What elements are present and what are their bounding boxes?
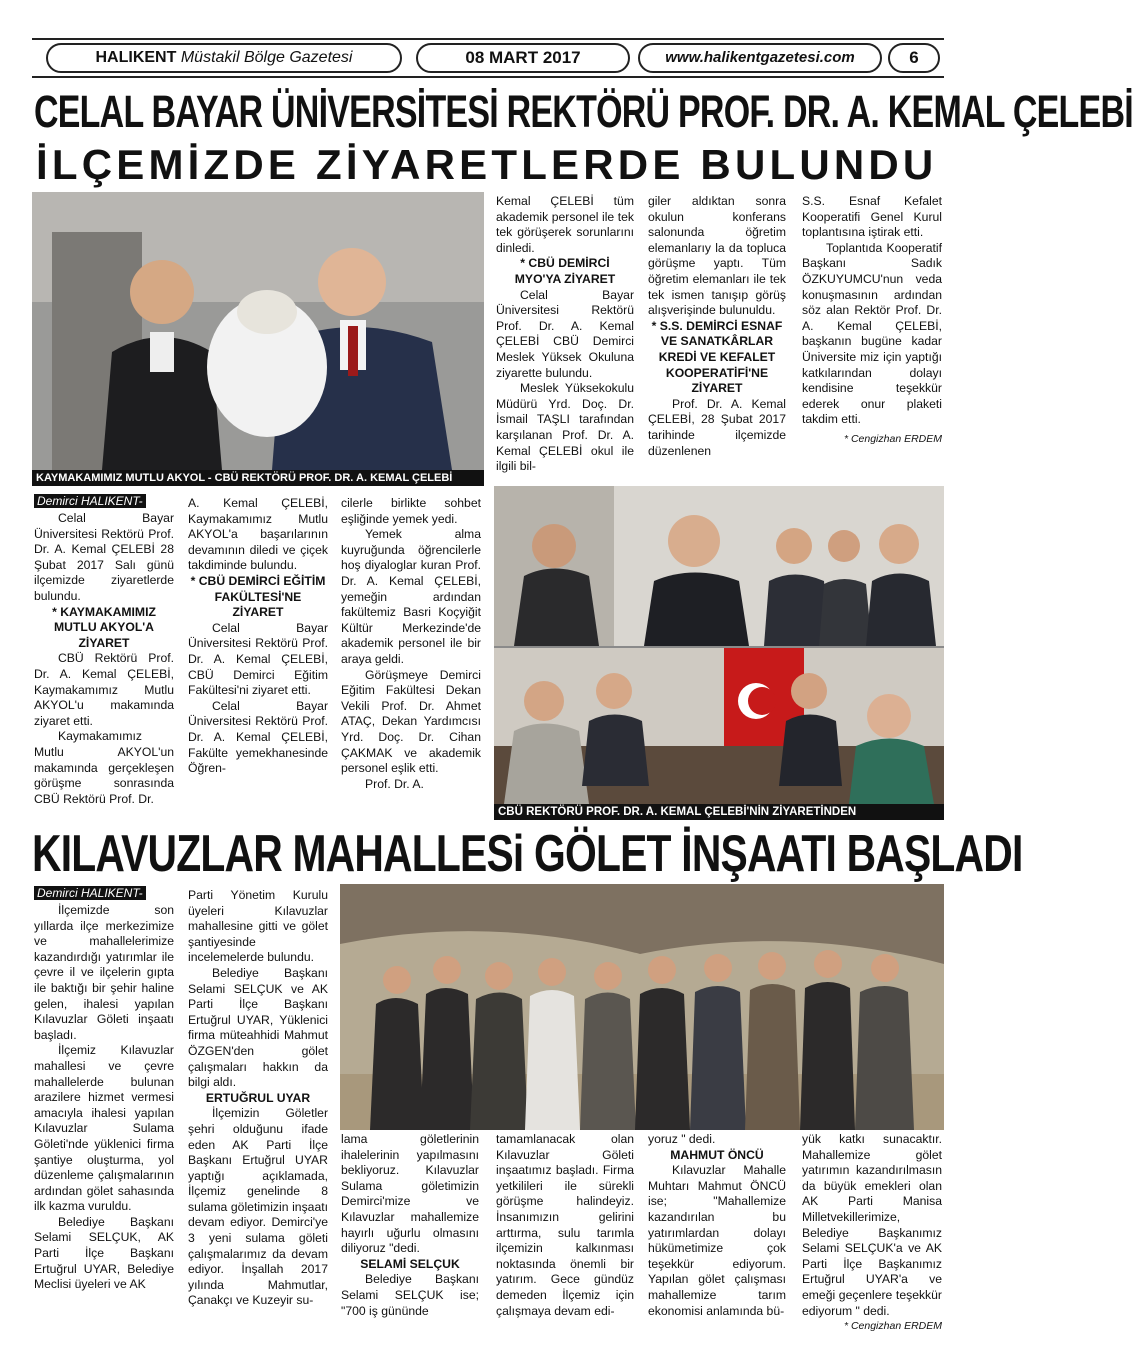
paragraph: tamamlanacak olan Kılavuzlar Göleti inşaatımız başladı. Firma yetkilileri ile sürekli görüşme halindeyiz. İnsanımızın gelirini arttırma, sulu tarımla ilçemizin kalkınması noktasında önemli bir yatırım. Gece gündüz demeden İlçemiz için çalışmaya devam edi- bbox=[496, 1132, 634, 1318]
article2-headline: KILAVUZLAR MAHALLESi GÖLET İNŞAATI BAŞLADI bbox=[32, 825, 1023, 883]
photo2-caption: CBÜ REKTÖRÜ PROF. DR. A. KEMAL ÇELEBİ'NİN ZİYARETİNDEN bbox=[494, 804, 944, 820]
article1-kicker: Demirci HALIKENT- bbox=[34, 494, 146, 508]
paragraph: Kılavuzlar Mahalle Muhtarı Mahmut ÖNCÜ ise; "Mahallemize kazandırılan bu yatırımlardan dolayı hükümetimize çok teşekkür ediyorum. Yapılan gölet çalışması mahallemize tarım ekonomisi anlamında bü- bbox=[648, 1163, 786, 1318]
article1-column-5 bbox=[648, 194, 786, 484]
paragraph: Parti Yönetim Kurulu üyeleri Kılavuzlar mahallesine gitti ve gölet şantiyesinde incelemelerde bulundu. bbox=[188, 888, 328, 965]
article1-column-3 bbox=[341, 496, 481, 826]
article1-column-2 bbox=[188, 496, 328, 826]
subheading: * CBÜ DEMİRCİ MYO'YA ZİYARET bbox=[514, 256, 616, 286]
article1-column-1 bbox=[34, 494, 174, 824]
author-signature: * Cengizhan ERDEM bbox=[843, 1320, 942, 1333]
paragraph: cilerle birlikte sohbet eşliğinde yemek yedi. bbox=[341, 496, 481, 526]
paragraph: Celal Bayar Üniversitesi Rektörü Prof. Dr. A. Kemal ÇELEBİ, Fakülte yemekhanesinde Öğren- bbox=[188, 698, 328, 776]
subheading: * S.S. DEMİRCİ ESNAF VE SANATKÂRLAR KREDİ VE KEFALET KOOPERATİFİ'NE ZİYARET bbox=[651, 318, 783, 396]
paragraph: İlçemizde son yıllarda ilçe merkezimize ve mahallelerimize kazandırdığı yatırımlar ile çevre il ve ilçelerin gıpta ile baktığı bir şehir haline gelen, ihalesi yapılan Kılavuzlar Göleti inşaatı başladı. bbox=[34, 903, 174, 1042]
author-signature: * Cengizhan ERDEM bbox=[843, 432, 942, 445]
article2-column-6 bbox=[802, 1132, 942, 1338]
paragraph: yük katkı sunacaktır. Mahallemize gölet yatırımın kazandırılmasın da büyük emekleri olan AK Parti Manisa Milletvekillerimize, Belediye Başkanımız Selami SELÇUK'a ve AK Parti İlçe Başkanımız Ertuğrul UYAR'a ve emeği geçenlere teşekkür ediyorum " dedi. bbox=[802, 1132, 942, 1318]
article1-column-4 bbox=[496, 194, 634, 484]
paragraph: CBÜ Rektörü Prof. Dr. A. Kemal ÇELEBİ, Kaymakamımız Mutlu AKYOL'u makamında ziyaret etti. bbox=[34, 651, 174, 728]
photo-golet-site bbox=[340, 884, 944, 1130]
photo-image bbox=[494, 486, 944, 804]
paragraph: A. Kemal ÇELEBİ, Kaymakamımız Mutlu AKYOL'a başarılarının devamının diledi ve çiçek takdiminde bulundu. bbox=[188, 496, 328, 573]
paragraph: lama göletlerinin ihalelerinin yapılmasını bekliyoruz. Kılavuzlar Sulama göletimizin Demirci'mize ve Kılavuzlar mahallemize hayırlı uğurlu olmasını diliyoruz "dedi. bbox=[341, 1132, 479, 1256]
subheading: SELAMİ SELÇUK bbox=[360, 1256, 460, 1271]
issue-date: 08 MART 2017 bbox=[416, 43, 630, 73]
paragraph: Meslek Yüksekokulu Müdürü Yrd. Doç. Dr. İsmail TAŞLI tarafından karşılanan Prof. Dr. A. Kemal ÇELEBİ okul ile ilgili bil- bbox=[496, 381, 634, 474]
article1-column-6 bbox=[802, 194, 942, 484]
photo-image bbox=[32, 192, 484, 470]
paragraph: Toplantıda Kooperatif Başkanı Sadık ÖZKUYUMCU'nun veda konuşmasının ardından söz alan Rektör Prof. Dr. A. Kemal ÇELEBİ, başkanın bugüne kadar Üniversite miz için yaptığı katkılarından dolayı kendisine teşekkür ederek onur plaketi takdim etti. bbox=[802, 240, 942, 427]
article2-column-4 bbox=[496, 1132, 634, 1332]
paragraph: Belediye Başkanı Selami SELÇUK ve AK Parti İlçe Başkanı Ertuğrul UYAR, Yüklenici firma müteahhidi Mahmut ÖZGEN'den gölet çalışmaları hakkın da bilgi aldı. bbox=[188, 965, 328, 1090]
paragraph: Kemal ÇELEBİ tüm akademik personel ile tek tek görüşerek sorunlarını dinledi. bbox=[496, 194, 634, 255]
photo-image bbox=[340, 884, 944, 1130]
paragraph: İlçemizin Göletler şehri olduğunu ifade eden AK Parti İlçe Başkanı Ertuğrul UYAR yaptığı açıklamada, İlçemiz genelinde 8 sulama göletimizin inşaatı devam ediyor. Demirci'ye 3 yeni sulama göleti çalışmalarımız da devam ediyor. İnşallah 2017 yılında Mahmutlar, Çanakçı ve Kuzeyir su- bbox=[188, 1106, 328, 1308]
article2-column-2 bbox=[188, 888, 328, 1326]
paragraph: İlçemiz Kılavuzlar mahallesi ve çevre mahallelerde bulunan arazilere hizmet vermesi amacıyla ihalesi yapılan Kılavuzlar Sulama Göleti'nde yüklenici firma şantiye oluşturma, yol düzenleme çalışmalarının ardından gölet sahasında ilk kazma vuruldu. bbox=[34, 1043, 174, 1214]
paragraph: Prof. Dr. A. Kemal ÇELEBİ, 28 Şubat 2017 tarihinde ilçemizde düzenlenen bbox=[648, 396, 786, 458]
paragraph: Yemek alma kuyruğunda öğrencilerle hoş diyaloglar kuran Prof. Dr. A. Kemal ÇELEBİ, yemeğin ardından fakültemiz Basri Koçyiğit Kültür Merkezinde'de akademik personel ile bir araya geldi. bbox=[341, 527, 481, 666]
paragraph: giler aldıktan sonra okulun konferans salonunda öğretim elemanlarıy la da topluca görüşme yaptı. Tüm öğretim elemanları ile tek tek ismen tanışıp görüş alışverişinde bulunuldu. bbox=[648, 194, 786, 318]
photo-kaymakam-rektor bbox=[32, 192, 484, 486]
paragraph: yoruz " dedi. bbox=[648, 1132, 716, 1146]
paragraph: Celal Bayar Üniversitesi Rektörü Prof. Dr. A. Kemal ÇELEBİ 28 Şubat 2017 Salı günü ilçemizde ziyaretlerde bulundu. bbox=[34, 511, 174, 603]
paragraph: Belediye Başkanı Selami SELÇUK ise; "700 iş gününde bbox=[341, 1272, 479, 1318]
article2-column-3 bbox=[341, 1132, 479, 1332]
paragraph: Belediye Başkanı Selami SELÇUK, AK Parti İlçe Başkanı Ertuğrul UYAR, Belediye Meclisi üyeleri ve AK bbox=[34, 1214, 174, 1292]
paragraph: S.S. Esnaf Kefalet Kooperatifi Genel Kurul toplantısına iştirak etti. bbox=[802, 194, 942, 240]
masthead-pill bbox=[46, 43, 402, 73]
paragraph: Görüşmeye Demirci Eğitim Fakültesi Dekan Vekili Prof. Dr. Ahmet ATAÇ, Dekan Yardımcısı Yrd. Doç. Dr. Cihan ÇAKMAK ve akademik personel eşlik etti. bbox=[341, 667, 481, 776]
subheading: * KAYMAKAMIMIZ MUTLU AKYOL'A ZİYARET bbox=[52, 604, 156, 650]
photo-rektor-visit bbox=[494, 486, 944, 820]
article1-headline-line2: İLÇEMİZDE ZİYARETLERDE BULUNDU bbox=[36, 141, 938, 188]
subheading: ERTUĞRUL UYAR bbox=[205, 1090, 311, 1105]
paragraph: Celal Bayar Üniversitesi Rektörü Prof. Dr. A. Kemal ÇELEBİ CBÜ Demirci Meslek Yüksek Okuluna ziyarette bulundu. bbox=[496, 287, 634, 380]
paragraph: Prof. Dr. A. bbox=[365, 776, 424, 791]
page-number: 6 bbox=[888, 43, 940, 73]
paragraph: Celal Bayar Üniversitesi Rektörü Prof. Dr. A. Kemal ÇELEBİ, CBÜ Demirci Eğitim Fakültesi'ni ziyaret etti. bbox=[188, 620, 328, 698]
article2-kicker: Demirci HALIKENT- bbox=[34, 886, 146, 900]
article2-column-1 bbox=[34, 886, 174, 1326]
subheading: MAHMUT ÖNCÜ bbox=[670, 1147, 764, 1162]
article1-headline-line1: CELAL BAYAR ÜNİVERSİTESİ REKTÖRÜ PROF. DR. A. KEMAL ÇELEBİ bbox=[34, 86, 1133, 137]
paper-subtitle: Müstakil Bölge Gazetesi bbox=[180, 49, 353, 66]
page-header bbox=[32, 38, 944, 78]
paragraph: Kaymakamımız Mutlu AKYOL'un makamında gerçekleşen görüşme sonrasında CBÜ Rektörü Prof. Dr. bbox=[34, 729, 174, 806]
subheading: * CBÜ DEMİRCİ EĞİTİM FAKÜLTESİ'NE ZİYARET bbox=[190, 573, 326, 620]
article2-column-5 bbox=[648, 1132, 786, 1332]
photo1-caption: KAYMAKAMIMIZ MUTLU AKYOL - CBÜ REKTÖRÜ PROF. DR. A. KEMAL ÇELEBİ bbox=[32, 470, 484, 486]
website-link[interactable]: www.halikentgazetesi.com bbox=[638, 43, 882, 73]
paper-name: HALIKENT bbox=[95, 49, 177, 66]
